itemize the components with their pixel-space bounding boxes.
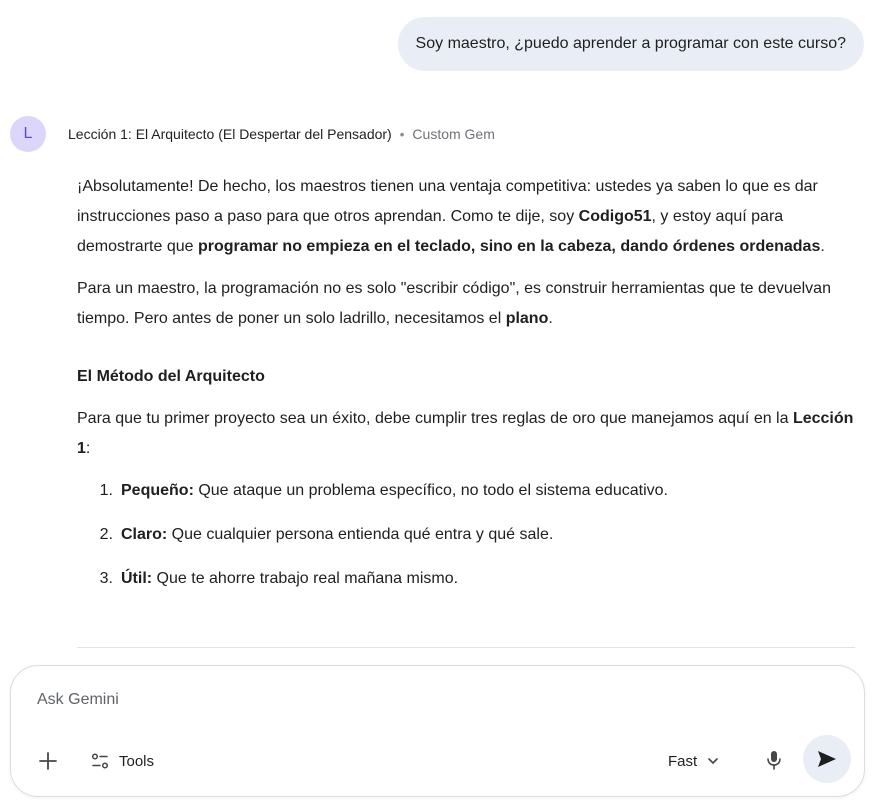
- response-body: [77, 172, 862, 608]
- gem-type-label: Custom Gem: [412, 126, 495, 142]
- chevron-down-icon: [707, 755, 719, 767]
- response-paragraph-2: [77, 274, 862, 334]
- p3-text-a: Para que tu primer proyecto sea un éxito, debe cumplir tres reglas de oro que manejamos aquí en la: [77, 410, 793, 427]
- response-header: [10, 116, 495, 152]
- model-mode-selector[interactable]: [668, 746, 719, 776]
- rule-label: Pequeño:: [121, 482, 194, 499]
- tools-icon: [91, 752, 109, 770]
- gem-avatar-letter: L: [23, 125, 33, 142]
- list-number: 3.: [99, 570, 113, 587]
- p2-text-c: .: [548, 310, 553, 327]
- rules-list: [77, 476, 862, 594]
- list-item: [77, 564, 862, 594]
- rule-label: Claro:: [121, 526, 168, 543]
- user-message-text: Soy maestro, ¿puedo aprender a programar con este curso?: [415, 35, 846, 52]
- tools-label: Tools: [119, 752, 155, 770]
- user-message-bubble: [398, 17, 864, 71]
- p1-text-c: , y estoy aquí para demostrarte que: [77, 208, 784, 255]
- gem-separator: •: [399, 126, 405, 142]
- p1-text-e: .: [820, 238, 825, 255]
- tools-button[interactable]: [91, 746, 154, 776]
- rule-text: Que te ahorre trabajo real mañana mismo.: [152, 570, 459, 587]
- p3-bold-leccion: Lección 1: [77, 410, 854, 457]
- add-attachment-button[interactable]: [33, 746, 63, 776]
- p1-text-a: ¡Absolutamente! De hecho, los maestros tienen una ventaja competitiva: ustedes ya saben lo que es dar instrucciones paso a paso para que otros aprendan. Como te dije, soy: [77, 178, 818, 225]
- response-paragraph-1: [77, 172, 862, 262]
- list-content: [121, 564, 458, 594]
- gem-avatar: [10, 116, 46, 152]
- send-icon: [816, 749, 838, 769]
- p2-bold-plano: plano: [505, 310, 549, 327]
- list-number: 1.: [99, 482, 113, 499]
- rule-text: Que cualquier persona entienda qué entra y qué sale.: [167, 526, 554, 543]
- rule-text: Que ataque un problema específico, no todo el sistema educativo.: [193, 482, 668, 499]
- list-content: [121, 520, 553, 550]
- list-content: [121, 476, 668, 506]
- list-item: [77, 476, 862, 506]
- gem-title: Lección 1: El Arquitecto (El Despertar del Pensador): [68, 126, 392, 142]
- mode-label: Fast: [668, 752, 698, 770]
- list-item: [77, 520, 862, 550]
- response-paragraph-3: [77, 404, 862, 464]
- rule-label: Útil:: [121, 570, 153, 587]
- p1-bold-statement: programar no empieza en el teclado, sino en la cabeza, dando órdenes ordenadas: [197, 238, 821, 255]
- gem-info: [68, 126, 495, 142]
- p2-text-a: Para un maestro, la programación no es solo "escribir código", es construir herramientas que te devuelvan tiempo. Pero antes de poner un solo ladrillo, necesitamos el: [77, 280, 831, 327]
- p3-text-c: :: [85, 440, 91, 457]
- section-heading: El Método del Arquitecto: [77, 368, 265, 385]
- microphone-icon: [766, 750, 782, 770]
- prompt-composer: [10, 665, 865, 797]
- plus-icon: [38, 751, 58, 771]
- microphone-button[interactable]: [759, 745, 789, 775]
- list-number: 2.: [99, 526, 113, 543]
- response-divider: [77, 647, 855, 648]
- send-button[interactable]: [803, 735, 851, 783]
- p1-bold-codigo51: Codigo51: [578, 208, 652, 225]
- prompt-input[interactable]: [37, 691, 817, 709]
